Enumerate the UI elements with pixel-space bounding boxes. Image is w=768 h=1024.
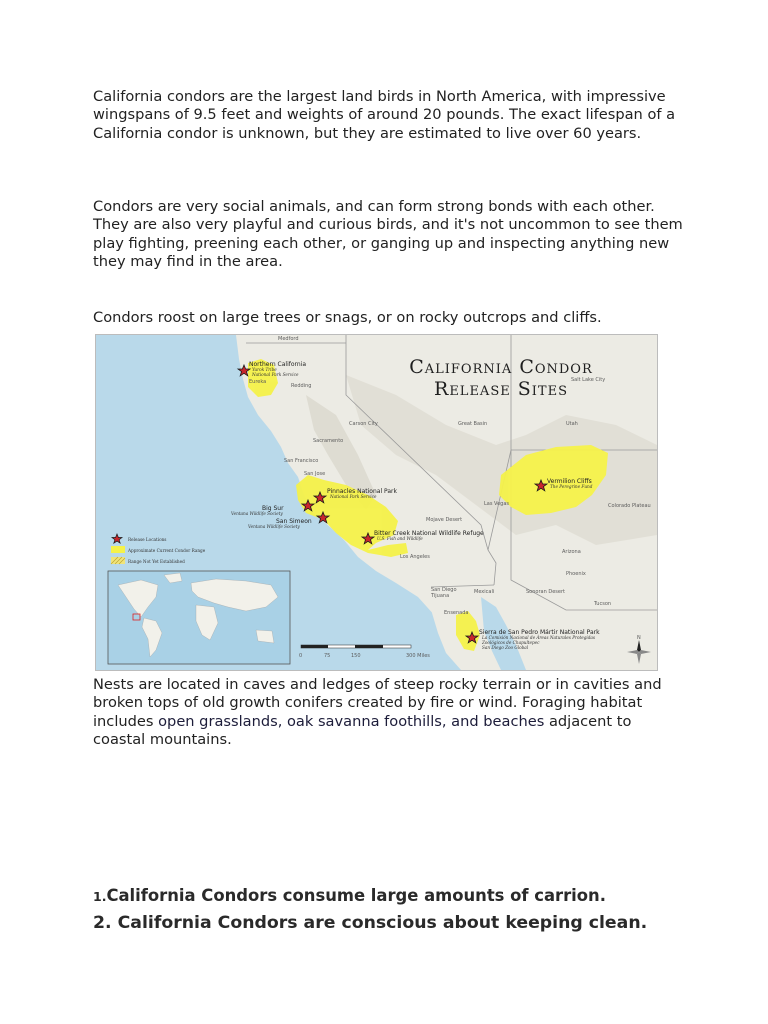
svg-text:Zoológicos de Chapultepec: Zoológicos de Chapultepec — [482, 640, 540, 645]
svg-text:N: N — [637, 635, 641, 641]
map-title-line1: California Condor — [409, 356, 593, 378]
list-number: 2. — [93, 913, 112, 933]
site-big-sur: Big Sur — [262, 505, 284, 512]
place-arizona: Arizona — [562, 549, 581, 555]
place-ensenada: Ensenada — [444, 610, 469, 616]
nests-text-end: adjacent to coastal mountains. — [93, 712, 632, 748]
site-bitter-creek: Bitter Creek National Wildlife Refuge — [374, 530, 484, 537]
place-redding: Redding — [291, 383, 312, 389]
map-scale-bar — [299, 645, 430, 659]
svg-text:0: 0 — [299, 653, 303, 659]
site-san-pedro: Sierra de San Pedro Mártir National Park — [479, 629, 600, 636]
place-colorado-plateau: Colorado Plateau — [608, 503, 651, 509]
place-tucson: Tucson — [594, 601, 612, 607]
condor-release-map — [95, 334, 658, 671]
foraging-habitat-link[interactable]: open grasslands, oak savanna foothills, and beaches — [158, 712, 545, 730]
svg-text:Ventana Wildlife Society: Ventana Wildlife Society — [248, 524, 300, 529]
map-graphic — [96, 335, 657, 670]
legend-range-label: Approximate Current Condor Range — [128, 548, 206, 553]
place-sanfrancisco: San Francisco — [284, 458, 319, 464]
paragraph-roost: Condors roost on large trees or snags, or on rocky outcrops and cliffs. — [93, 309, 602, 326]
svg-text:The Peregrine Fund: The Peregrine Fund — [550, 484, 593, 489]
svg-text:National Park Service: National Park Service — [252, 372, 299, 377]
paragraph-social: Condors are very social animals, and can form strong bonds with each other. They are also very playful and curious birds, and it's not uncommon to see them play fighting, preening each other, or ganging up and inspecting anything new they may find in the area. — [93, 198, 683, 270]
place-lasvegas: Las Vegas — [484, 501, 509, 507]
svg-text:National Park Service: National Park Service — [330, 494, 377, 499]
legend-range-swatch — [111, 546, 125, 553]
paragraph-intro: California condors are the largest land birds in North America, with impressive wingspans of 9.5 feet and weights of around 20 pounds. The exact lifespan of a California condor is unknown, but they are estimated to live over 60 years. — [93, 88, 676, 142]
nests-text-start: Nests are located in caves and ledges of steep rocky terrain or in cavities and broken tops of old growth conifers created by fire or wind. Foraging habitat includes — [93, 676, 662, 730]
svg-text:San Diego Zoo Global: San Diego Zoo Global — [482, 645, 529, 650]
svg-text:U.S. Fish and Wildlife: U.S. Fish and Wildlife — [377, 536, 423, 541]
legend-not-established-label: Range Not Yet Established — [128, 559, 185, 564]
map-legend — [111, 534, 206, 564]
place-tijuana: Tijuana — [431, 593, 450, 599]
paragraph-nests — [93, 676, 683, 749]
list-number: 1. — [93, 889, 107, 904]
place-greatbasin: Great Basin — [458, 421, 488, 427]
list-text: California Condors are conscious about keeping clean. — [117, 913, 648, 933]
svg-text:Ventana Wildlife Society: Ventana Wildlife Society — [231, 511, 283, 516]
inset-world-map — [108, 571, 290, 664]
place-mojave: Mojave Desert — [426, 517, 463, 523]
svg-text:75: 75 — [324, 653, 331, 659]
list-text: California Condors consume large amounts of carrion. — [106, 886, 606, 905]
list-item — [93, 913, 647, 933]
svg-text:Yurok Tribe: Yurok Tribe — [252, 367, 277, 372]
map-title-line2: Release Sites — [434, 378, 568, 400]
place-phoenix: Phoenix — [566, 571, 586, 577]
legend-star-icon — [112, 534, 122, 543]
svg-text:150: 150 — [351, 653, 361, 659]
legend-release-label: Release Locations — [128, 537, 167, 542]
place-sacramento: Sacramento — [313, 438, 344, 444]
place-mexicali: Mexicali — [474, 589, 495, 595]
site-san-simeon: San Simeon — [276, 518, 312, 525]
place-sonoran: Sonoran Desert — [526, 589, 565, 595]
site-pinnacles: Pinnacles National Park — [327, 488, 398, 495]
place-slc: Salt Lake City — [571, 377, 606, 383]
svg-text:300 Miles: 300 Miles — [406, 653, 430, 659]
place-medford: Medford — [278, 336, 299, 342]
site-vermilion: Vermilion Cliffs — [547, 478, 592, 485]
place-sanjose: San Jose — [304, 471, 326, 477]
site-northern-california: Northern California — [249, 361, 307, 368]
place-sandiego: San Diego — [431, 587, 457, 593]
svg-text:La Comisión Nacional de Áreas: La Comisión Nacional de Áreas Naturales Protegidas — [482, 635, 596, 640]
list-item — [93, 886, 606, 905]
place-losangeles: Los Angeles — [400, 554, 430, 560]
place-utah: Utah — [566, 421, 578, 427]
place-carson: Carson City — [349, 421, 378, 427]
place-eureka: Eureka — [249, 379, 267, 385]
